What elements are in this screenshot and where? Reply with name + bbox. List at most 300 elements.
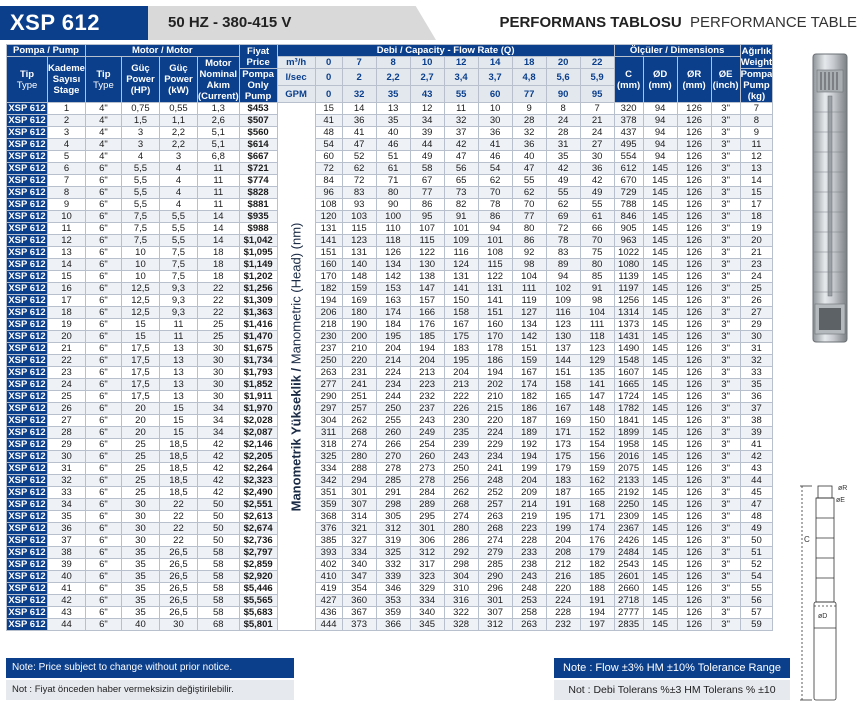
flow-gpm-6: 77 xyxy=(512,86,546,103)
cell-dim-or: 126 xyxy=(677,331,711,343)
cell-head-0: 237 xyxy=(315,343,342,355)
table-row xyxy=(7,535,773,547)
cell-stage: 7 xyxy=(48,175,86,187)
cell-power-kw: 0,55 xyxy=(159,103,197,115)
cell-head-7: 257 xyxy=(342,403,376,415)
header-stage: Kademe Sayısı Stage xyxy=(48,57,86,103)
cell-type: XSP 612 xyxy=(8,523,46,534)
cell-head-0: 120 xyxy=(315,211,342,223)
cell-weight: 52 xyxy=(740,559,773,571)
cell-head-10: 77 xyxy=(410,187,444,199)
cell-power-hp: 7,5 xyxy=(121,223,159,235)
cell-dim-c: 1431 xyxy=(614,331,643,343)
cell-motor-type: 6" xyxy=(85,595,121,607)
cell-power-hp: 35 xyxy=(121,559,159,571)
cell-head-22: 30 xyxy=(580,151,614,163)
cell-head-14: 290 xyxy=(478,571,512,583)
cell-type: XSP 612 xyxy=(8,283,46,294)
cell-head-18: 174 xyxy=(512,379,546,391)
cell-head-0: 72 xyxy=(315,163,342,175)
flow-lsec-8: 5,9 xyxy=(580,69,614,86)
cell-head-0: 290 xyxy=(315,391,342,403)
cell-dim-or: 126 xyxy=(677,451,711,463)
cell-power-kw: 13 xyxy=(159,367,197,379)
cell-head-7: 36 xyxy=(342,115,376,127)
cell-stage: 10 xyxy=(48,211,86,223)
cell-head-12: 82 xyxy=(444,199,478,211)
cell-dim-c: 2777 xyxy=(614,607,643,619)
cell-weight: 30 xyxy=(740,331,773,343)
cell-dim-od: 145 xyxy=(643,295,677,307)
cell-type: XSP 612 xyxy=(8,247,46,258)
cell-power-kw: 4 xyxy=(159,175,197,187)
cell-motor-type: 6" xyxy=(85,343,121,355)
cell-type: XSP 612 xyxy=(8,487,46,498)
cell-power-kw: 26,5 xyxy=(159,571,197,583)
cell-price: $1,970 xyxy=(239,403,277,415)
cell-motor-type: 6" xyxy=(85,283,121,295)
table-row xyxy=(7,127,773,139)
cell-head-18: 209 xyxy=(512,487,546,499)
cell-dim-or: 126 xyxy=(677,355,711,367)
cell-head-14: 252 xyxy=(478,487,512,499)
cell-head-20: 31 xyxy=(546,139,580,151)
cell-weight: 39 xyxy=(740,427,773,439)
flow-lsec-7: 5,6 xyxy=(546,69,580,86)
cell-power-hp: 35 xyxy=(121,583,159,595)
cell-dim-c: 1373 xyxy=(614,319,643,331)
cell-dim-od: 145 xyxy=(643,283,677,295)
cell-head-14: 285 xyxy=(478,559,512,571)
cell-dim-c: 963 xyxy=(614,235,643,247)
cell-head-8: 174 xyxy=(376,307,410,319)
cell-dim-oe: 3" xyxy=(711,343,740,355)
cell-dim-od: 145 xyxy=(643,535,677,547)
cell-head-18: 40 xyxy=(512,151,546,163)
cell-price: $721 xyxy=(239,163,277,175)
flow-m3h-4: 12 xyxy=(444,57,478,69)
cell-dim-oe: 3" xyxy=(711,103,740,115)
cell-power-kw: 1,1 xyxy=(159,115,197,127)
cell-power-kw: 13 xyxy=(159,379,197,391)
flow-m3h-7: 20 xyxy=(546,57,580,69)
cell-dim-c: 1958 xyxy=(614,439,643,451)
cell-dim-od: 145 xyxy=(643,247,677,259)
cell-head-10: 49 xyxy=(410,151,444,163)
table-row xyxy=(7,259,773,271)
cell-motor-type: 6" xyxy=(85,439,121,451)
cell-head-10: 223 xyxy=(410,379,444,391)
cell-head-18: 134 xyxy=(512,319,546,331)
cell-dim-od: 145 xyxy=(643,343,677,355)
cell-motor-type: 6" xyxy=(85,223,121,235)
cell-head-22: 182 xyxy=(580,559,614,571)
cell-head-18: 127 xyxy=(512,307,546,319)
table-row xyxy=(7,103,773,115)
cell-head-8: 110 xyxy=(376,223,410,235)
cell-head-12: 91 xyxy=(444,211,478,223)
cell-dim-oe: 3" xyxy=(711,331,740,343)
cell-stage: 34 xyxy=(48,499,86,511)
cell-current: 58 xyxy=(197,583,239,595)
cell-head-8: 270 xyxy=(376,451,410,463)
cell-weight: 20 xyxy=(740,235,773,247)
cell-head-14: 274 xyxy=(478,535,512,547)
header-unit-m3h: m³/h xyxy=(277,57,315,69)
cell-head-14: 131 xyxy=(478,283,512,295)
cell-head-18: 142 xyxy=(512,331,546,343)
cell-head-8: 255 xyxy=(376,415,410,427)
cell-head-22: 80 xyxy=(580,259,614,271)
table-row xyxy=(7,403,773,415)
cell-head-18: 258 xyxy=(512,607,546,619)
cell-head-0: 194 xyxy=(315,295,342,307)
cell-power-hp: 17,5 xyxy=(121,355,159,367)
cell-head-14: 36 xyxy=(478,127,512,139)
cell-head-7: 115 xyxy=(342,223,376,235)
cell-head-8: 359 xyxy=(376,607,410,619)
cell-dim-c: 1665 xyxy=(614,379,643,391)
cell-head-10: 213 xyxy=(410,367,444,379)
cell-head-22: 159 xyxy=(580,463,614,475)
pump-dimension-drawing-icon xyxy=(798,478,860,708)
cell-head-20: 116 xyxy=(546,307,580,319)
cell-current: 11 xyxy=(197,163,239,175)
flow-gpm-1: 32 xyxy=(342,86,376,103)
cell-dim-od: 145 xyxy=(643,355,677,367)
cell-dim-oe: 3" xyxy=(711,199,740,211)
cell-current: 50 xyxy=(197,511,239,523)
cell-head-20: 130 xyxy=(546,331,580,343)
cell-head-10: 278 xyxy=(410,475,444,487)
cell-head-7: 169 xyxy=(342,295,376,307)
cell-power-hp: 30 xyxy=(121,511,159,523)
cell-power-kw: 22 xyxy=(159,499,197,511)
cell-head-0: 385 xyxy=(315,535,342,547)
cell-price: $1,042 xyxy=(239,235,277,247)
cell-head-8: 278 xyxy=(376,463,410,475)
cell-dim-or: 126 xyxy=(677,535,711,547)
cell-head-0: 131 xyxy=(315,223,342,235)
cell-dim-od: 145 xyxy=(643,451,677,463)
cell-head-12: 150 xyxy=(444,295,478,307)
cell-head-10: 323 xyxy=(410,571,444,583)
cell-head-20: 187 xyxy=(546,487,580,499)
flow-lsec-5: 3,7 xyxy=(478,69,512,86)
cell-head-12: 268 xyxy=(444,499,478,511)
table-row xyxy=(7,463,773,475)
cell-stage: 29 xyxy=(48,439,86,451)
cell-head-20: 49 xyxy=(546,175,580,187)
cell-head-8: 312 xyxy=(376,523,410,535)
cell-power-kw: 4 xyxy=(159,163,197,175)
cell-dim-oe: 3" xyxy=(711,127,740,139)
cell-head-10: 58 xyxy=(410,163,444,175)
cell-head-18: 55 xyxy=(512,175,546,187)
cell-dim-od: 145 xyxy=(643,619,677,631)
header-tip-en: Type xyxy=(16,79,38,91)
cell-power-hp: 1,5 xyxy=(121,115,159,127)
cell-price: $2,797 xyxy=(239,547,277,559)
table-row xyxy=(7,559,773,571)
cell-head-20: 232 xyxy=(546,619,580,631)
cell-head-14: 301 xyxy=(478,595,512,607)
cell-power-kw: 7,5 xyxy=(159,259,197,271)
cell-power-hp: 3 xyxy=(121,139,159,151)
table-row xyxy=(7,499,773,511)
cell-head-18: 243 xyxy=(512,571,546,583)
cell-dim-or: 126 xyxy=(677,475,711,487)
cell-weight: 37 xyxy=(740,403,773,415)
cell-head-18: 32 xyxy=(512,127,546,139)
dim-label-oe: øE xyxy=(836,497,845,504)
cell-motor-type: 6" xyxy=(85,547,121,559)
cell-price: $828 xyxy=(239,187,277,199)
cell-type: XSP 612 xyxy=(8,499,46,510)
cell-dim-c: 378 xyxy=(614,115,643,127)
cell-head-12: 243 xyxy=(444,451,478,463)
cell-head-12: 304 xyxy=(444,571,478,583)
cell-dim-or: 126 xyxy=(677,223,711,235)
cell-head-7: 268 xyxy=(342,427,376,439)
cell-dim-oe: 3" xyxy=(711,595,740,607)
table-row xyxy=(7,571,773,583)
cell-head-10: 122 xyxy=(410,247,444,259)
cell-current: 11 xyxy=(197,187,239,199)
cell-head-10: 115 xyxy=(410,235,444,247)
cell-power-kw: 4 xyxy=(159,199,197,211)
cell-power-hp: 30 xyxy=(121,535,159,547)
cell-dim-or: 126 xyxy=(677,595,711,607)
cell-dim-c: 1607 xyxy=(614,367,643,379)
cell-head-0: 419 xyxy=(315,583,342,595)
cell-head-12: 239 xyxy=(444,439,478,451)
cell-head-18: 159 xyxy=(512,355,546,367)
cell-head-14: 30 xyxy=(478,115,512,127)
cell-head-0: 170 xyxy=(315,271,342,283)
cell-power-kw: 11 xyxy=(159,319,197,331)
flow-m3h-1: 7 xyxy=(342,57,376,69)
cell-power-hp: 5,5 xyxy=(121,199,159,211)
cell-head-22: 188 xyxy=(580,583,614,595)
cell-dim-od: 145 xyxy=(643,223,677,235)
cell-power-hp: 7,5 xyxy=(121,235,159,247)
flow-gpm-0: 0 xyxy=(315,86,342,103)
cell-head-12: 37 xyxy=(444,127,478,139)
cell-head-10: 306 xyxy=(410,535,444,547)
cell-head-12: 322 xyxy=(444,607,478,619)
cell-price: $1,470 xyxy=(239,331,277,343)
cell-head-20: 228 xyxy=(546,607,580,619)
cell-dim-c: 1022 xyxy=(614,247,643,259)
cell-type: XSP 612 xyxy=(8,511,46,522)
cell-head-10: 232 xyxy=(410,391,444,403)
cell-stage: 14 xyxy=(48,259,86,271)
cell-head-10: 166 xyxy=(410,307,444,319)
cell-motor-type: 6" xyxy=(85,199,121,211)
table-header-row-m3h xyxy=(7,57,773,69)
cell-dim-od: 145 xyxy=(643,403,677,415)
cell-power-hp: 5,5 xyxy=(121,187,159,199)
cell-power-kw: 18,5 xyxy=(159,451,197,463)
cell-head-14: 307 xyxy=(478,607,512,619)
cell-type: XSP 612 xyxy=(8,583,46,594)
cell-head-20: 195 xyxy=(546,511,580,523)
cell-price: $2,859 xyxy=(239,559,277,571)
cell-head-22: 66 xyxy=(580,223,614,235)
cell-weight: 43 xyxy=(740,463,773,475)
cell-dim-oe: 3" xyxy=(711,367,740,379)
cell-price: $1,149 xyxy=(239,259,277,271)
cell-head-0: 318 xyxy=(315,439,342,451)
cell-dim-oe: 3" xyxy=(711,607,740,619)
cell-weight: 56 xyxy=(740,595,773,607)
cell-type: XSP 612 xyxy=(8,463,46,474)
cell-dim-oe: 3" xyxy=(711,235,740,247)
header-motor-tip: Tip xyxy=(96,68,111,80)
cell-head-14: 229 xyxy=(478,439,512,451)
cell-head-20: 224 xyxy=(546,595,580,607)
cell-power-hp: 5,5 xyxy=(121,163,159,175)
cell-head-22: 162 xyxy=(580,475,614,487)
cell-stage: 40 xyxy=(48,571,86,583)
cell-motor-type: 6" xyxy=(85,535,121,547)
header-dim-c: C (mm) xyxy=(614,57,643,103)
cell-power-hp: 0,75 xyxy=(121,103,159,115)
cell-dim-or: 126 xyxy=(677,415,711,427)
cell-head-14: 10 xyxy=(478,103,512,115)
cell-price: $1,793 xyxy=(239,367,277,379)
cell-dim-or: 126 xyxy=(677,571,711,583)
cell-head-12: 298 xyxy=(444,559,478,571)
cell-dim-c: 1782 xyxy=(614,403,643,415)
cell-type: XSP 612 xyxy=(8,235,46,246)
cell-head-7: 327 xyxy=(342,535,376,547)
cell-motor-type: 6" xyxy=(85,271,121,283)
cell-dim-or: 126 xyxy=(677,259,711,271)
cell-head-10: 237 xyxy=(410,403,444,415)
performance-table xyxy=(6,44,773,631)
cell-dim-oe: 3" xyxy=(711,163,740,175)
cell-type: XSP 612 xyxy=(8,403,46,414)
cell-dim-oe: 3" xyxy=(711,211,740,223)
cell-weight: 11 xyxy=(740,139,773,151)
cell-head-14: 141 xyxy=(478,295,512,307)
cell-dim-oe: 3" xyxy=(711,427,740,439)
cell-dim-c: 320 xyxy=(614,103,643,115)
cell-dim-oe: 3" xyxy=(711,283,740,295)
cell-head-8: 163 xyxy=(376,295,410,307)
cell-weight: 36 xyxy=(740,391,773,403)
cell-head-10: 176 xyxy=(410,319,444,331)
header-pump-only: Pompa Only Pump xyxy=(239,69,277,103)
cell-stage: 5 xyxy=(48,151,86,163)
cell-head-0: 393 xyxy=(315,547,342,559)
cell-power-hp: 35 xyxy=(121,547,159,559)
cell-head-10: 39 xyxy=(410,127,444,139)
flow-lsec-1: 2 xyxy=(342,69,376,86)
cell-type: XSP 612 xyxy=(8,331,46,342)
cell-dim-or: 126 xyxy=(677,115,711,127)
cell-head-7: 262 xyxy=(342,415,376,427)
cell-price: $774 xyxy=(239,175,277,187)
cell-dim-od: 145 xyxy=(643,211,677,223)
cell-price: $453 xyxy=(239,103,277,115)
cell-dim-od: 145 xyxy=(643,271,677,283)
cell-dim-c: 2426 xyxy=(614,535,643,547)
cell-dim-oe: 3" xyxy=(711,571,740,583)
cell-head-14: 122 xyxy=(478,271,512,283)
cell-head-18: 70 xyxy=(512,199,546,211)
cell-dim-or: 126 xyxy=(677,103,711,115)
cell-current: 34 xyxy=(197,415,239,427)
cell-weight: 23 xyxy=(740,259,773,271)
cell-current: 11 xyxy=(197,199,239,211)
cell-head-20: 89 xyxy=(546,259,580,271)
cell-head-12: 73 xyxy=(444,187,478,199)
cell-dim-or: 126 xyxy=(677,367,711,379)
cell-power-hp: 20 xyxy=(121,427,159,439)
cell-power-kw: 22 xyxy=(159,523,197,535)
table-row xyxy=(7,187,773,199)
cell-dim-c: 1841 xyxy=(614,415,643,427)
cell-head-0: 359 xyxy=(315,499,342,511)
cell-price: $2,264 xyxy=(239,463,277,475)
cell-dim-c: 1724 xyxy=(614,391,643,403)
cell-head-0: 96 xyxy=(315,187,342,199)
cell-dim-od: 94 xyxy=(643,151,677,163)
cell-motor-type: 6" xyxy=(85,499,121,511)
cell-type: XSP 612 xyxy=(8,259,46,270)
cell-current: 5,1 xyxy=(197,139,239,151)
cell-power-kw: 15 xyxy=(159,403,197,415)
cell-head-20: 62 xyxy=(546,199,580,211)
flow-lsec-0: 0 xyxy=(315,69,342,86)
cell-weight: 13 xyxy=(740,163,773,175)
cell-motor-type: 6" xyxy=(85,463,121,475)
cell-head-7: 14 xyxy=(342,103,376,115)
cell-head-18: 36 xyxy=(512,139,546,151)
cell-head-14: 194 xyxy=(478,367,512,379)
cell-type: XSP 612 xyxy=(8,571,46,582)
cell-dim-or: 126 xyxy=(677,619,711,631)
cell-stage: 24 xyxy=(48,379,86,391)
cell-dim-od: 145 xyxy=(643,499,677,511)
cell-head-10: 301 xyxy=(410,523,444,535)
cell-power-kw: 22 xyxy=(159,535,197,547)
cell-price: $2,323 xyxy=(239,475,277,487)
cell-power-hp: 15 xyxy=(121,331,159,343)
cell-dim-c: 1548 xyxy=(614,355,643,367)
cell-dim-od: 145 xyxy=(643,607,677,619)
cell-price: $5,801 xyxy=(239,619,277,631)
cell-head-20: 183 xyxy=(546,475,580,487)
cell-head-7: 373 xyxy=(342,619,376,631)
cell-head-7: 360 xyxy=(342,595,376,607)
cell-head-14: 78 xyxy=(478,199,512,211)
cell-power-kw: 4 xyxy=(159,187,197,199)
cell-head-22: 36 xyxy=(580,163,614,175)
cell-head-12: 256 xyxy=(444,475,478,487)
flow-lsec-3: 2,7 xyxy=(410,69,444,86)
cell-head-18: 248 xyxy=(512,583,546,595)
cell-head-8: 13 xyxy=(376,103,410,115)
cell-type: XSP 612 xyxy=(8,451,46,462)
cell-head-12: 310 xyxy=(444,583,478,595)
cell-dim-oe: 3" xyxy=(711,247,740,259)
cell-head-10: 185 xyxy=(410,331,444,343)
cell-head-22: 147 xyxy=(580,391,614,403)
